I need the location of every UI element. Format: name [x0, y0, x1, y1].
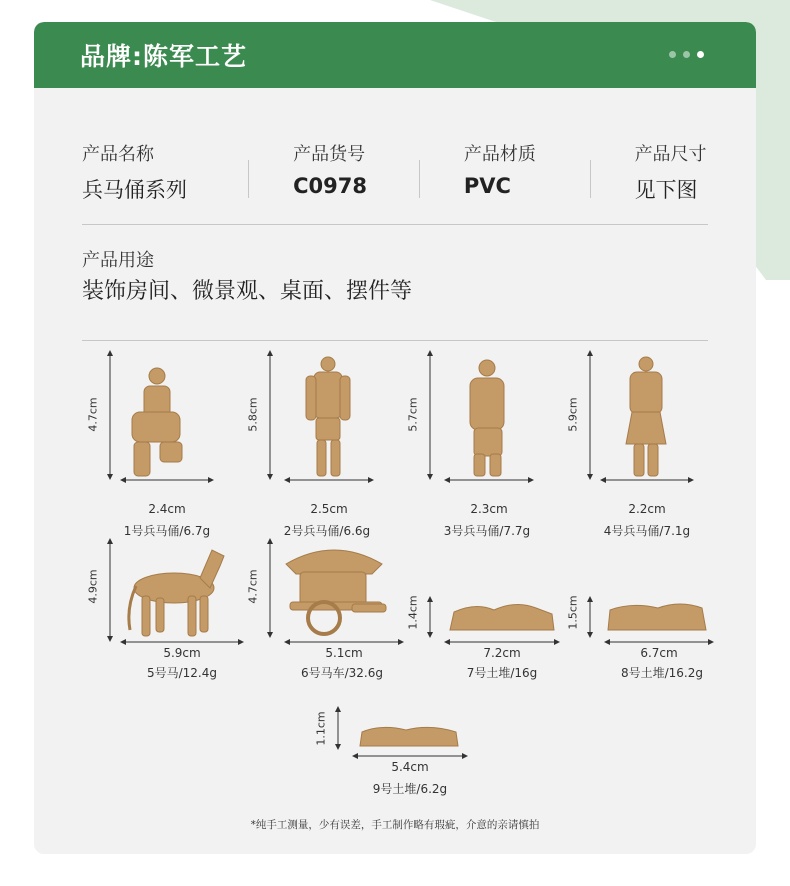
height-dimension: 1.1cm	[314, 711, 328, 746]
spec-material	[420, 140, 590, 202]
general-figure-icon	[402, 350, 552, 520]
width-dimension: 5.9cm	[163, 646, 201, 660]
divider	[82, 340, 708, 341]
carousel-dots	[669, 51, 704, 58]
width-dimension: 2.2cm	[628, 502, 666, 516]
spec-label: 产品货号	[293, 144, 366, 165]
width-dimension: 5.4cm	[391, 760, 429, 774]
width-dimension: 5.1cm	[325, 646, 363, 660]
spec-value: 兵马俑系列	[82, 178, 187, 202]
spec-item-number	[249, 140, 419, 202]
product-info-card	[34, 22, 756, 854]
spec-size	[591, 140, 708, 202]
width-dimension: 2.4cm	[148, 502, 186, 516]
height-dimension: 4.7cm	[86, 397, 100, 432]
product-item-7	[402, 538, 572, 678]
width-dimension: 6.7cm	[640, 646, 678, 660]
product-item-4	[562, 350, 712, 538]
spec-label: 产品材质	[463, 144, 536, 165]
carousel-dot[interactable]	[683, 51, 690, 58]
product-item-8	[562, 538, 732, 678]
item-caption: 9号土堆/6.2g	[372, 782, 448, 796]
height-dimension: 4.9cm	[86, 569, 100, 604]
item-caption: 3号兵马俑/7.7g	[443, 524, 531, 538]
brand-header	[34, 22, 756, 88]
item-caption: 6号马车/32.6g	[300, 666, 383, 680]
product-item-9	[310, 702, 480, 812]
item-caption: 1号兵马俑/6.7g	[123, 524, 211, 538]
spec-label: 产品尺寸	[634, 144, 707, 165]
armored-soldier-figure-icon	[562, 350, 712, 520]
height-dimension: 5.8cm	[246, 397, 260, 432]
height-dimension: 4.7cm	[246, 569, 260, 604]
divider	[82, 224, 708, 225]
width-dimension: 2.5cm	[310, 502, 348, 516]
spec-value: PVC	[463, 174, 511, 198]
height-dimension: 5.7cm	[406, 397, 420, 432]
item-caption: 7号土堆/16g	[466, 666, 538, 680]
height-dimension: 1.5cm	[566, 595, 580, 630]
carousel-dot[interactable]	[669, 51, 676, 58]
spec-value: 见下图	[634, 178, 698, 202]
item-caption: 5号马/12.4g	[146, 666, 217, 680]
usage-value: 装饰房间、微景观、桌面、摆件等	[82, 279, 413, 304]
item-caption: 2号兵马俑/6.6g	[283, 524, 371, 538]
disclaimer-note: *纯手工测量，少有误差，手工制作略有瑕疵，介意的亲请慎拍	[250, 819, 540, 831]
product-item-5	[82, 538, 252, 678]
product-item-3	[402, 350, 552, 538]
height-dimension: 5.9cm	[566, 397, 580, 432]
standing-soldier-figure-icon	[242, 350, 392, 520]
product-item-2	[242, 350, 392, 538]
spec-name	[82, 140, 248, 202]
item-caption: 8号土堆/16.2g	[620, 666, 703, 680]
spec-value: C0978	[293, 174, 367, 198]
spec-label: 产品名称	[82, 144, 154, 165]
kneeling-archer-figure-icon	[82, 350, 232, 520]
item-caption: 4号兵马俑/7.1g	[603, 524, 691, 538]
brand-title: 品牌:陈军工艺	[80, 42, 247, 71]
carousel-dot-active[interactable]	[697, 51, 704, 58]
product-item-1	[82, 350, 232, 538]
product-item-6	[242, 538, 412, 678]
height-dimension: 1.4cm	[406, 595, 420, 630]
width-dimension: 2.3cm	[470, 502, 508, 516]
spec-table	[82, 140, 708, 202]
width-dimension: 7.2cm	[483, 646, 521, 660]
usage-label: 产品用途	[82, 250, 154, 271]
